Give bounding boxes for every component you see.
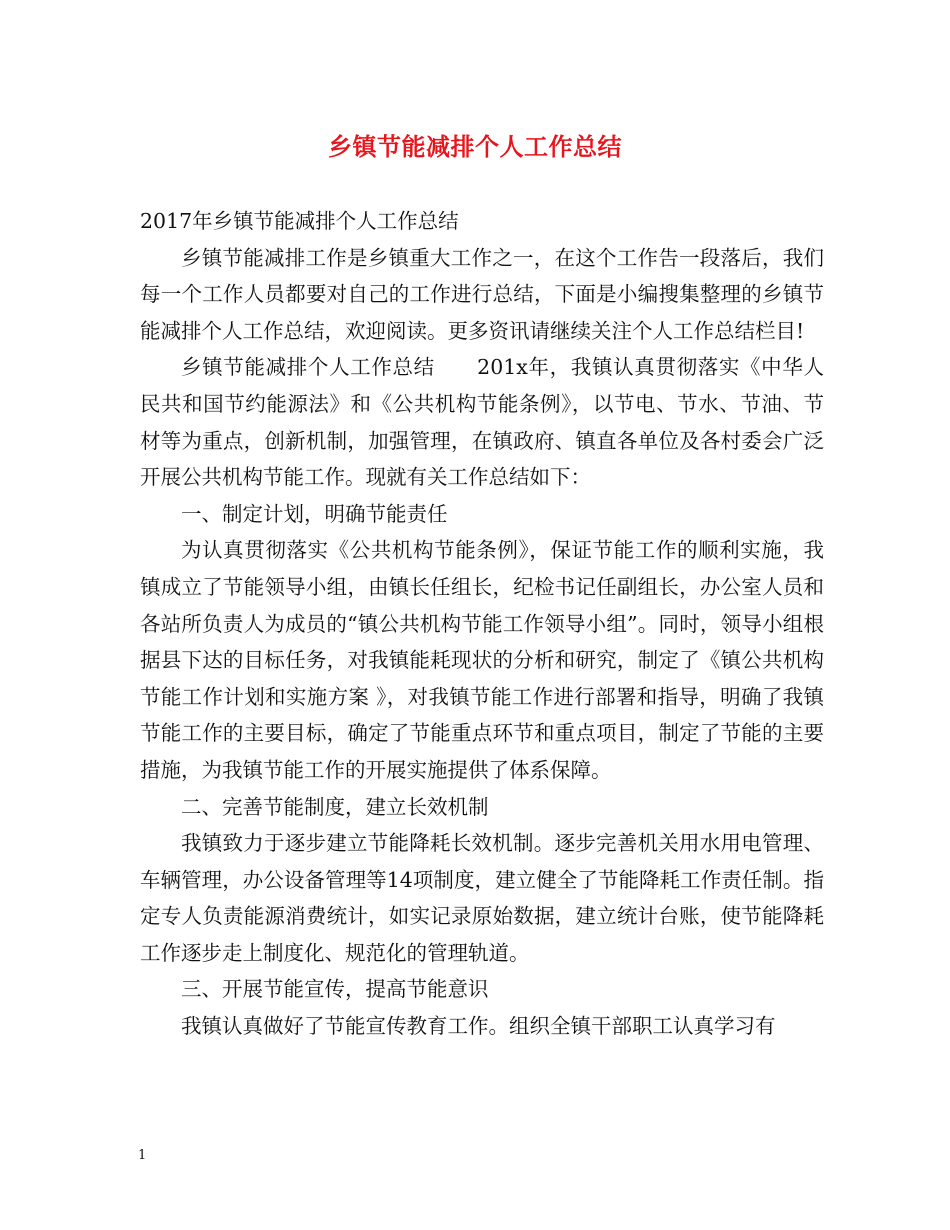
- document-title: 乡镇节能减排个人工作总结: [328, 133, 622, 161]
- page-number: 1: [138, 1148, 147, 1163]
- section-3-paragraph: 我镇认真做好了节能宣传教育工作。组织全镇干部职工认真学习有: [181, 1014, 776, 1039]
- intro-paragraph: 乡镇节能减排工作是乡镇重大工作之一，在这个工作告一段落后，我们每一个工作人员都要对自己的工作进行总结，下面是小编搜集整理的乡镇节能减排个人工作总结，欢迎阅读。更多资讯请继续关注个人工作总结栏目!: [140, 245, 824, 343]
- section-heading-1: 一、制定计划，明确节能责任: [181, 501, 448, 526]
- section-2-paragraph: 我镇致力于逐步建立节能降耗长效机制。逐步完善机关用水用电管理、车辆管理，办公设备管理等14项制度，建立健全了节能降耗工作责任制。指定专人负责能源消费统计，如实记录原始数据，建立统计台账，使节能降耗工作逐步走上制度化、规范化的管理轨道。: [140, 831, 824, 965]
- section-heading-2: 二、完善节能制度，建立长效机制: [181, 794, 489, 819]
- document-body: [140, 203, 824, 1045]
- section-heading-3: 三、开展节能宣传，提高节能意识: [181, 977, 489, 1002]
- subtitle-paragraph: 2017年乡镇节能减排个人工作总结: [140, 209, 459, 233]
- summary-paragraph: 乡镇节能减排个人工作总结 201x年，我镇认真贯彻落实《中华人民共和国节约能源法》和《公共机构节能条例》，以节电、节水、节油、节材等为重点，创新机制，加强管理，在镇政府、镇直各单位及各村委会广泛开展公共机构节能工作。现就有关工作总结如下：: [140, 355, 824, 490]
- section-1-paragraph: 为认真贯彻落实《公共机构节能条例》，保证节能工作的顺利实施，我镇成立了节能领导小组，由镇长任组长，纪检书记任副组长，办公室人员和各站所负责人为成员的“镇公共机构节能工作领导小组”。同时，领导小组根据县下达的目标任务，对我镇能耗现状的分析和研究，制定了《镇公共机构节能工作计划和实施方案 》，对我镇节能工作进行部署和指导，明确了我镇节能工作的主要目标，确定了节能重点环节和重点项目，制定了节能的主要措施，为我镇节能工作的开展实施提供了体系保障。: [140, 538, 824, 782]
